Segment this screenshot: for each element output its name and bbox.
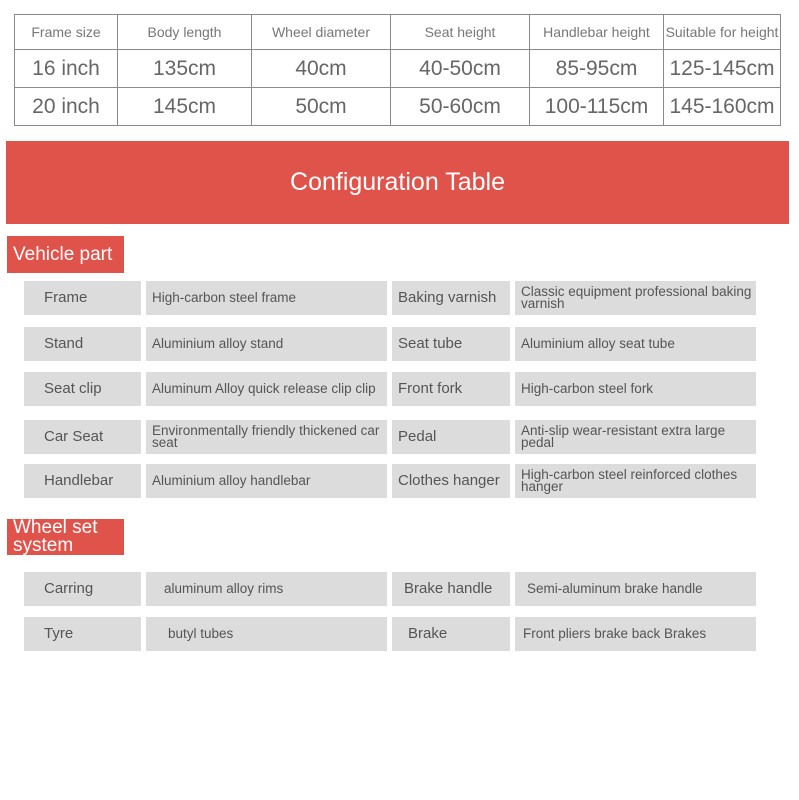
part-label: Seat tube (392, 327, 510, 361)
part-value: High-carbon steel frame (146, 281, 387, 315)
wheel-label: Brake handle (392, 572, 510, 606)
part-label: Baking varnish (392, 281, 510, 315)
part-label: Seat clip (24, 372, 141, 406)
size-table (14, 14, 781, 126)
table-cell: 125-145cm (664, 50, 781, 88)
header-cell: Frame size (15, 15, 118, 50)
part-value: Aluminium alloy seat tube (515, 327, 756, 361)
table-cell: 85-95cm (530, 50, 664, 88)
header-cell: Handlebar height (530, 15, 664, 50)
size-table-row (15, 50, 781, 88)
part-label: Frame (24, 281, 141, 315)
part-label: Stand (24, 327, 141, 361)
part-value: High-carbon steel reinforced clothes hanger (515, 464, 756, 498)
table-cell: 100-115cm (530, 88, 664, 126)
part-value: Aluminum Alloy quick release clip clip (146, 372, 387, 406)
wheel-label: Carring (24, 572, 141, 606)
part-value: Aluminium alloy stand (146, 327, 387, 361)
table-cell: 145-160cm (664, 88, 781, 126)
header-cell: Suitable for height (664, 15, 781, 50)
wheel-label: Brake (392, 617, 510, 651)
size-table-header-row (15, 15, 781, 50)
table-cell: 50-60cm (391, 88, 530, 126)
part-value: High-carbon steel fork (515, 372, 756, 406)
wheel-value: Semi-aluminum brake handle (515, 572, 756, 606)
wheel-label: Tyre (24, 617, 141, 651)
table-cell: 40cm (252, 50, 391, 88)
part-label: Car Seat (24, 420, 141, 454)
table-cell: 145cm (118, 88, 252, 126)
part-label: Handlebar (24, 464, 141, 498)
wheel-value: Front pliers brake back Brakes (515, 617, 756, 651)
size-table-row (15, 88, 781, 126)
wheel-set-heading: Wheel set system (7, 519, 124, 555)
vehicle-part-heading: Vehicle part (7, 236, 124, 273)
wheel-value: aluminum alloy rims (146, 572, 387, 606)
table-cell: 135cm (118, 50, 252, 88)
header-cell: Body length (118, 15, 252, 50)
configuration-table-banner: Configuration Table (6, 141, 789, 224)
table-cell: 50cm (252, 88, 391, 126)
part-value: Aluminium alloy handlebar (146, 464, 387, 498)
part-value: Classic equipment professional baking varnish (515, 281, 756, 315)
part-label: Pedal (392, 420, 510, 454)
table-cell: 40-50cm (391, 50, 530, 88)
table-cell: 20 inch (15, 88, 118, 126)
part-value: Anti-slip wear-resistant extra large pedal (515, 420, 756, 454)
part-label: Clothes hanger (392, 464, 510, 498)
wheel-value: butyl tubes (146, 617, 387, 651)
part-label: Front fork (392, 372, 510, 406)
header-cell: Wheel diameter (252, 15, 391, 50)
header-cell: Seat height (391, 15, 530, 50)
part-value: Environmentally friendly thickened car seat (146, 420, 387, 454)
table-cell: 16 inch (15, 50, 118, 88)
